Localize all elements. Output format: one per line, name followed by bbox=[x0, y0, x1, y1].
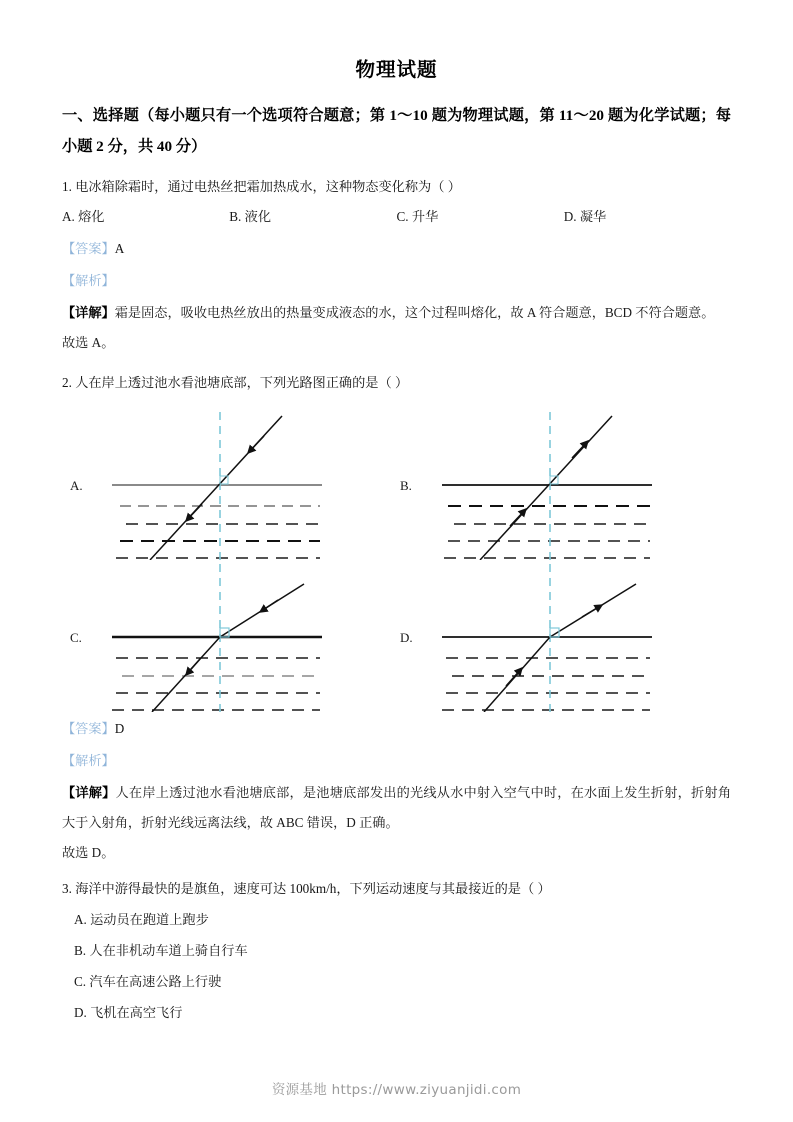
figure-option-d[interactable] bbox=[392, 562, 712, 712]
question-2-detail bbox=[62, 778, 731, 838]
question-1-option-c[interactable] bbox=[397, 202, 564, 232]
option-key: B. bbox=[229, 209, 242, 224]
question-3-option-d[interactable] bbox=[62, 997, 731, 1028]
option-text: 人在非机动车道上骑自行车 bbox=[89, 943, 248, 958]
figure-d-svg bbox=[422, 562, 682, 712]
option-text: 液化 bbox=[244, 209, 272, 224]
question-1-detail bbox=[62, 298, 731, 328]
question-1-option-a[interactable] bbox=[62, 202, 229, 232]
question-1-stem bbox=[62, 172, 731, 202]
question-2-answer bbox=[62, 714, 731, 744]
figure-c-label: C. bbox=[70, 630, 82, 645]
question-3-number: 3. bbox=[62, 881, 72, 896]
figure-b-svg bbox=[422, 410, 682, 560]
light-ray bbox=[480, 416, 612, 560]
detail-tag: 【详解】 bbox=[62, 785, 116, 800]
ray-arrow-refracted bbox=[582, 605, 602, 617]
page-title: 物理试题 bbox=[355, 60, 438, 81]
figure-a-label: A. bbox=[70, 478, 83, 493]
footer-watermark: 资源基地 https://www.ziyuanjidi.com bbox=[271, 1082, 522, 1098]
ray-arrow-refracted bbox=[186, 659, 200, 675]
ray-arrow-incident bbox=[248, 436, 264, 453]
ray-arrow-incident bbox=[506, 668, 522, 686]
option-text: 汽车在高速公路上行驶 bbox=[89, 974, 222, 989]
question-1-analysis-tag bbox=[62, 266, 731, 296]
question-1-answer bbox=[62, 234, 731, 264]
question-1-option-b[interactable] bbox=[229, 202, 396, 232]
analysis-tag: 【解析】 bbox=[62, 753, 115, 768]
detail-text: 人在岸上透过池水看池塘底部，是池塘底部发出的光线从水中射入空气中时，在水面上发生折射，折射角大于入射角，折射光线远离法线，故 ABC 错误，D 正确。 bbox=[62, 785, 732, 830]
question-2-figures bbox=[62, 410, 730, 712]
answer-tag: 【答案】 bbox=[62, 241, 115, 256]
ray-arrow-incident bbox=[260, 600, 278, 612]
option-key: D. bbox=[74, 1005, 87, 1020]
figure-option-a[interactable] bbox=[62, 410, 382, 560]
question-3-stem bbox=[62, 874, 731, 904]
question-2-stem bbox=[62, 368, 731, 398]
answer-tag: 【答案】 bbox=[62, 721, 115, 736]
option-text: 飞机在高空飞行 bbox=[90, 1005, 183, 1020]
figure-option-c[interactable] bbox=[62, 562, 382, 712]
question-1-options bbox=[62, 202, 731, 232]
figure-d-label: D. bbox=[400, 630, 413, 645]
ray-arrow-refracted bbox=[572, 441, 588, 458]
answer-value: D bbox=[114, 721, 125, 736]
question-3-option-b[interactable] bbox=[62, 935, 731, 966]
figure-c-svg bbox=[92, 562, 352, 712]
question-1-option-d[interactable] bbox=[564, 202, 731, 232]
figure-b-label: B. bbox=[400, 478, 412, 493]
question-2-analysis-tag bbox=[62, 746, 731, 776]
option-text: 运动员在跑道上跑步 bbox=[90, 912, 209, 927]
option-key: C. bbox=[396, 209, 409, 224]
question-2-choose: 故选 D。 bbox=[62, 845, 115, 860]
option-key: A. bbox=[74, 912, 87, 927]
question-3-text: 海洋中游得最快的是旗鱼，速度可达 100km/h，下列运动速度与其最接近的是（ ） bbox=[75, 881, 551, 896]
question-3-option-a[interactable] bbox=[62, 904, 731, 935]
question-3-option-c[interactable] bbox=[62, 966, 731, 997]
figure-a-svg bbox=[92, 410, 352, 560]
question-2-text: 人在岸上透过池水看池塘底部，下列光路图正确的是（ ） bbox=[75, 375, 409, 390]
detail-text: 霜是固态，吸收电热丝放出的热量变成液态的水，这个过程叫熔化，故 A 符合题意，BCD 不符合题意。 bbox=[114, 305, 715, 320]
option-text: 升华 bbox=[411, 209, 439, 224]
question-1-number: 1. bbox=[62, 179, 72, 194]
option-key: A. bbox=[62, 209, 75, 224]
option-text: 凝华 bbox=[579, 209, 607, 224]
question-1-choose: 故选 A。 bbox=[62, 335, 115, 350]
option-key: D. bbox=[563, 209, 577, 224]
option-key: B. bbox=[74, 943, 87, 958]
figure-option-b[interactable] bbox=[392, 410, 712, 560]
option-key: C. bbox=[74, 974, 87, 989]
option-text: 熔化 bbox=[78, 209, 105, 224]
analysis-tag: 【解析】 bbox=[62, 273, 115, 288]
detail-tag: 【详解】 bbox=[62, 305, 115, 320]
question-1-text: 电冰箱除霜时，通过电热丝把霜加热成水，这种物态变化称为（ ） bbox=[75, 179, 461, 194]
question-2-number: 2. bbox=[62, 375, 72, 390]
answer-value: A bbox=[114, 241, 125, 256]
section-heading: 一、选择题（每小题只有一个选项符合题意；第 1～10 题为物理试题，第 11～20 题为化学试题；每小题 2 分，共 40 分） bbox=[62, 107, 731, 155]
